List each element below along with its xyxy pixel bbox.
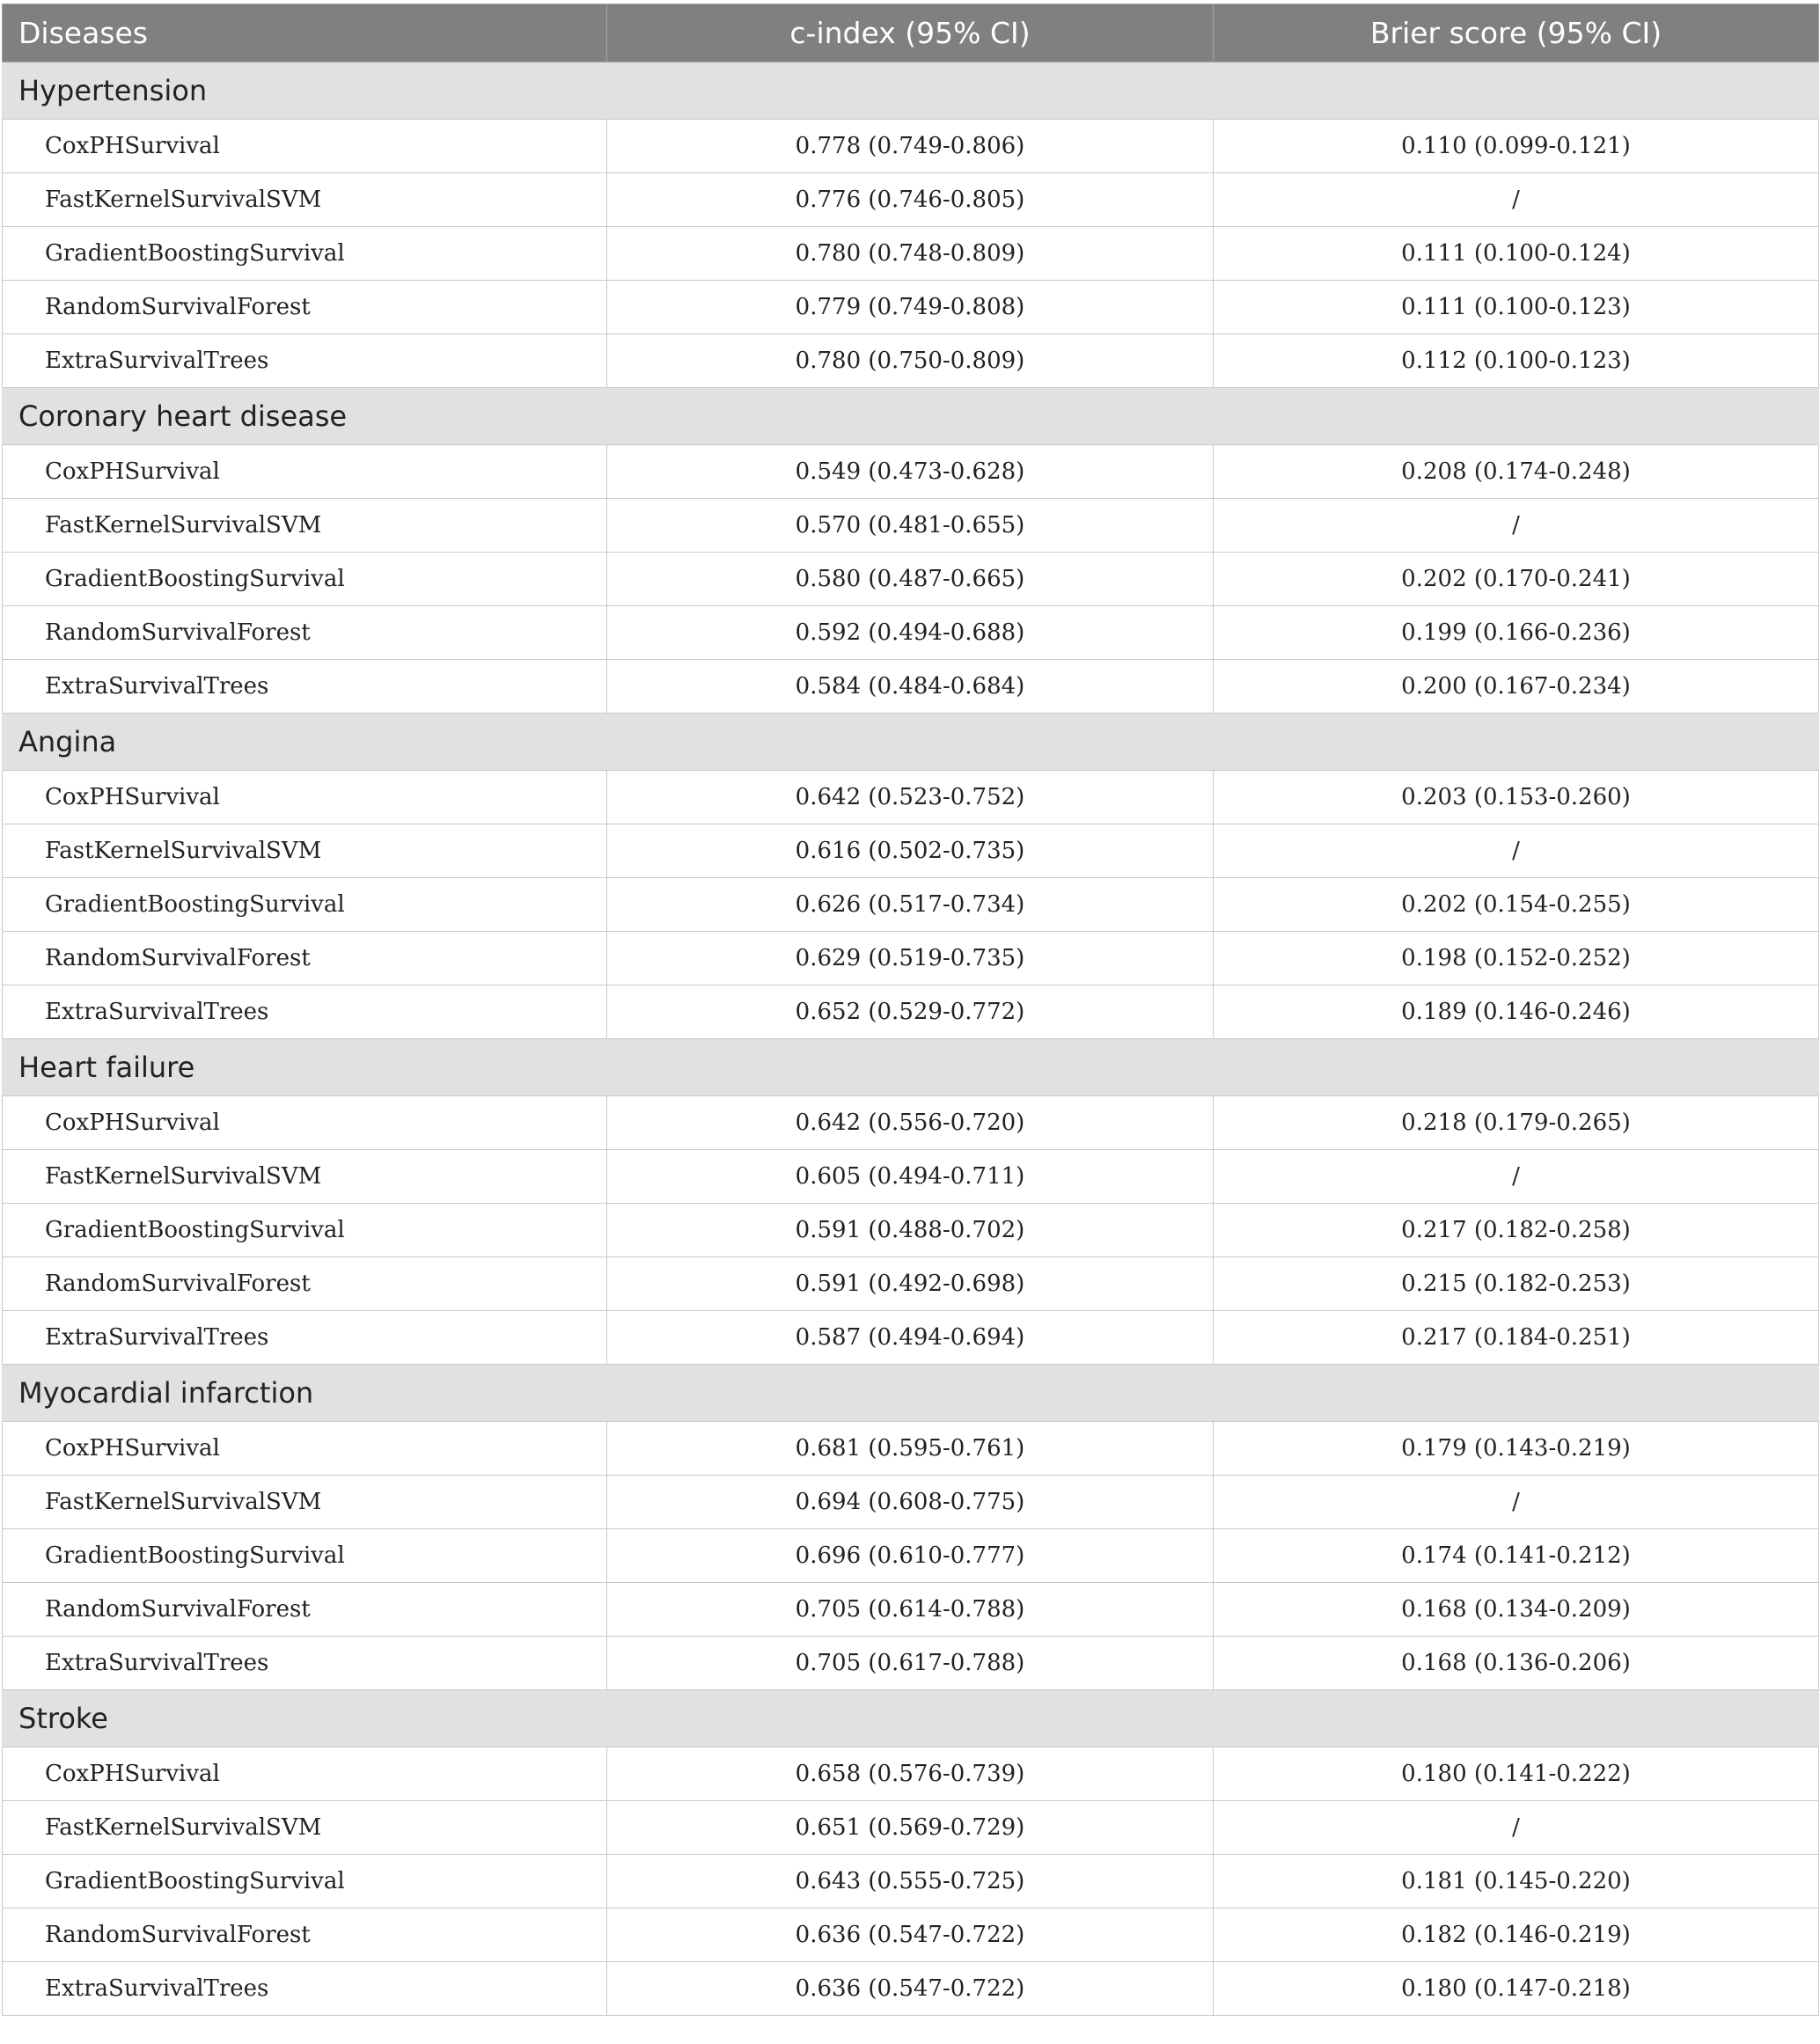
c-index-value: 0.636 (0.547-0.722): [607, 1908, 1214, 1962]
brier-score-value: /: [1214, 1476, 1819, 1529]
table-row: [3, 985, 1819, 1039]
c-index-value: 0.642 (0.556-0.720): [607, 1096, 1214, 1150]
model-name: CoxPHSurvival: [3, 771, 607, 824]
table-row: [3, 1422, 1819, 1476]
brier-score-value: 0.112 (0.100-0.123): [1214, 334, 1819, 388]
table-row: [3, 1529, 1819, 1583]
c-index-value: 0.616 (0.502-0.735): [607, 824, 1214, 878]
c-index-value: 0.629 (0.519-0.735): [607, 932, 1214, 985]
c-index-value: 0.549 (0.473-0.628): [607, 445, 1214, 499]
c-index-value: 0.780 (0.748-0.809): [607, 227, 1214, 281]
table-row: [3, 445, 1819, 499]
c-index-value: 0.705 (0.617-0.788): [607, 1637, 1214, 1690]
brier-score-value: 0.203 (0.153-0.260): [1214, 771, 1819, 824]
model-name: RandomSurvivalForest: [3, 1908, 607, 1962]
c-index-value: 0.694 (0.608-0.775): [607, 1476, 1214, 1529]
brier-score-value: 0.218 (0.179-0.265): [1214, 1096, 1819, 1150]
c-index-value: 0.780 (0.750-0.809): [607, 334, 1214, 388]
header-c-index: c-index (95% CI): [607, 4, 1214, 62]
table-row: [3, 120, 1819, 173]
brier-score-value: /: [1214, 1801, 1819, 1855]
c-index-value: 0.642 (0.523-0.752): [607, 771, 1214, 824]
brier-score-value: 0.215 (0.182-0.253): [1214, 1257, 1819, 1311]
disease-group-row: [3, 714, 1819, 771]
disease-group-row: [3, 1690, 1819, 1747]
brier-score-value: 0.202 (0.170-0.241): [1214, 553, 1819, 606]
model-name: ExtraSurvivalTrees: [3, 334, 607, 388]
table-row: [3, 1311, 1819, 1365]
table-row: [3, 878, 1819, 932]
model-name: GradientBoostingSurvival: [3, 227, 607, 281]
table-row: [3, 1150, 1819, 1204]
c-index-value: 0.778 (0.749-0.806): [607, 120, 1214, 173]
brier-score-value: 0.110 (0.099-0.121): [1214, 120, 1819, 173]
table-row: [3, 1962, 1819, 2016]
model-name: FastKernelSurvivalSVM: [3, 173, 607, 227]
brier-score-value: 0.189 (0.146-0.246): [1214, 985, 1819, 1039]
table-row: [3, 1801, 1819, 1855]
c-index-value: 0.580 (0.487-0.665): [607, 553, 1214, 606]
brier-score-value: 0.208 (0.174-0.248): [1214, 445, 1819, 499]
model-name: ExtraSurvivalTrees: [3, 1311, 607, 1365]
table-row: [3, 227, 1819, 281]
disease-name: Hypertension: [3, 62, 1819, 120]
brier-score-value: 0.182 (0.146-0.219): [1214, 1908, 1819, 1962]
disease-group-row: [3, 1365, 1819, 1422]
model-name: GradientBoostingSurvival: [3, 1529, 607, 1583]
brier-score-value: 0.174 (0.141-0.212): [1214, 1529, 1819, 1583]
disease-name: Angina: [3, 714, 1819, 771]
table-row: [3, 1257, 1819, 1311]
brier-score-value: 0.168 (0.136-0.206): [1214, 1637, 1819, 1690]
table-row: [3, 1583, 1819, 1637]
c-index-value: 0.587 (0.494-0.694): [607, 1311, 1214, 1365]
c-index-value: 0.584 (0.484-0.684): [607, 660, 1214, 714]
brier-score-value: 0.181 (0.145-0.220): [1214, 1855, 1819, 1908]
table-row: [3, 1747, 1819, 1801]
model-name: CoxPHSurvival: [3, 1747, 607, 1801]
table-row: [3, 660, 1819, 714]
table-row: [3, 173, 1819, 227]
c-index-value: 0.605 (0.494-0.711): [607, 1150, 1214, 1204]
model-name: FastKernelSurvivalSVM: [3, 824, 607, 878]
model-name: RandomSurvivalForest: [3, 281, 607, 334]
table-row: [3, 1855, 1819, 1908]
table-row: [3, 1476, 1819, 1529]
c-index-value: 0.652 (0.529-0.772): [607, 985, 1214, 1039]
disease-group-row: [3, 1039, 1819, 1096]
brier-score-value: 0.168 (0.134-0.209): [1214, 1583, 1819, 1637]
model-name: GradientBoostingSurvival: [3, 1204, 607, 1257]
model-name: CoxPHSurvival: [3, 1422, 607, 1476]
c-index-value: 0.658 (0.576-0.739): [607, 1747, 1214, 1801]
brier-score-value: 0.111 (0.100-0.123): [1214, 281, 1819, 334]
header-diseases: Diseases: [3, 4, 607, 62]
c-index-value: 0.591 (0.488-0.702): [607, 1204, 1214, 1257]
c-index-value: 0.651 (0.569-0.729): [607, 1801, 1214, 1855]
disease-name: Coronary heart disease: [3, 388, 1819, 445]
disease-name: Heart failure: [3, 1039, 1819, 1096]
table-row: [3, 1908, 1819, 1962]
c-index-value: 0.591 (0.492-0.698): [607, 1257, 1214, 1311]
brier-score-value: 0.180 (0.147-0.218): [1214, 1962, 1819, 2016]
c-index-value: 0.681 (0.595-0.761): [607, 1422, 1214, 1476]
disease-name: Stroke: [3, 1690, 1819, 1747]
brier-score-value: 0.111 (0.100-0.124): [1214, 227, 1819, 281]
table-row: [3, 499, 1819, 553]
disease-name: Myocardial infarction: [3, 1365, 1819, 1422]
brier-score-value: 0.202 (0.154-0.255): [1214, 878, 1819, 932]
disease-group-row: [3, 388, 1819, 445]
model-name: FastKernelSurvivalSVM: [3, 1801, 607, 1855]
results-table: [2, 4, 1819, 2016]
c-index-value: 0.696 (0.610-0.777): [607, 1529, 1214, 1583]
model-name: RandomSurvivalForest: [3, 932, 607, 985]
brier-score-value: /: [1214, 824, 1819, 878]
table-row: [3, 771, 1819, 824]
table-row: [3, 932, 1819, 985]
c-index-value: 0.636 (0.547-0.722): [607, 1962, 1214, 2016]
header-row: [3, 4, 1819, 62]
model-name: FastKernelSurvivalSVM: [3, 1476, 607, 1529]
header-brier-score: Brier score (95% CI): [1214, 4, 1819, 62]
model-name: CoxPHSurvival: [3, 1096, 607, 1150]
table-row: [3, 824, 1819, 878]
model-name: FastKernelSurvivalSVM: [3, 499, 607, 553]
table-row: [3, 1637, 1819, 1690]
brier-score-value: 0.198 (0.152-0.252): [1214, 932, 1819, 985]
brier-score-value: /: [1214, 499, 1819, 553]
model-name: ExtraSurvivalTrees: [3, 1637, 607, 1690]
model-name: GradientBoostingSurvival: [3, 878, 607, 932]
model-name: ExtraSurvivalTrees: [3, 660, 607, 714]
model-name: RandomSurvivalForest: [3, 1583, 607, 1637]
c-index-value: 0.776 (0.746-0.805): [607, 173, 1214, 227]
brier-score-value: /: [1214, 1150, 1819, 1204]
table-row: [3, 1096, 1819, 1150]
c-index-value: 0.779 (0.749-0.808): [607, 281, 1214, 334]
model-name: CoxPHSurvival: [3, 445, 607, 499]
c-index-value: 0.643 (0.555-0.725): [607, 1855, 1214, 1908]
c-index-value: 0.626 (0.517-0.734): [607, 878, 1214, 932]
c-index-value: 0.592 (0.494-0.688): [607, 606, 1214, 660]
table-row: [3, 606, 1819, 660]
brier-score-value: 0.200 (0.167-0.234): [1214, 660, 1819, 714]
brier-score-value: 0.179 (0.143-0.219): [1214, 1422, 1819, 1476]
model-name: GradientBoostingSurvival: [3, 553, 607, 606]
brier-score-value: 0.180 (0.141-0.222): [1214, 1747, 1819, 1801]
c-index-value: 0.570 (0.481-0.655): [607, 499, 1214, 553]
brier-score-value: /: [1214, 173, 1819, 227]
model-name: FastKernelSurvivalSVM: [3, 1150, 607, 1204]
c-index-value: 0.705 (0.614-0.788): [607, 1583, 1214, 1637]
table-body: [3, 62, 1819, 2016]
table-row: [3, 334, 1819, 388]
table-row: [3, 553, 1819, 606]
disease-group-row: [3, 62, 1819, 120]
table-row: [3, 281, 1819, 334]
model-name: ExtraSurvivalTrees: [3, 1962, 607, 2016]
model-name: GradientBoostingSurvival: [3, 1855, 607, 1908]
brier-score-value: 0.199 (0.166-0.236): [1214, 606, 1819, 660]
table-row: [3, 1204, 1819, 1257]
model-name: ExtraSurvivalTrees: [3, 985, 607, 1039]
model-name: RandomSurvivalForest: [3, 606, 607, 660]
model-name: RandomSurvivalForest: [3, 1257, 607, 1311]
brier-score-value: 0.217 (0.184-0.251): [1214, 1311, 1819, 1365]
brier-score-value: 0.217 (0.182-0.258): [1214, 1204, 1819, 1257]
model-name: CoxPHSurvival: [3, 120, 607, 173]
